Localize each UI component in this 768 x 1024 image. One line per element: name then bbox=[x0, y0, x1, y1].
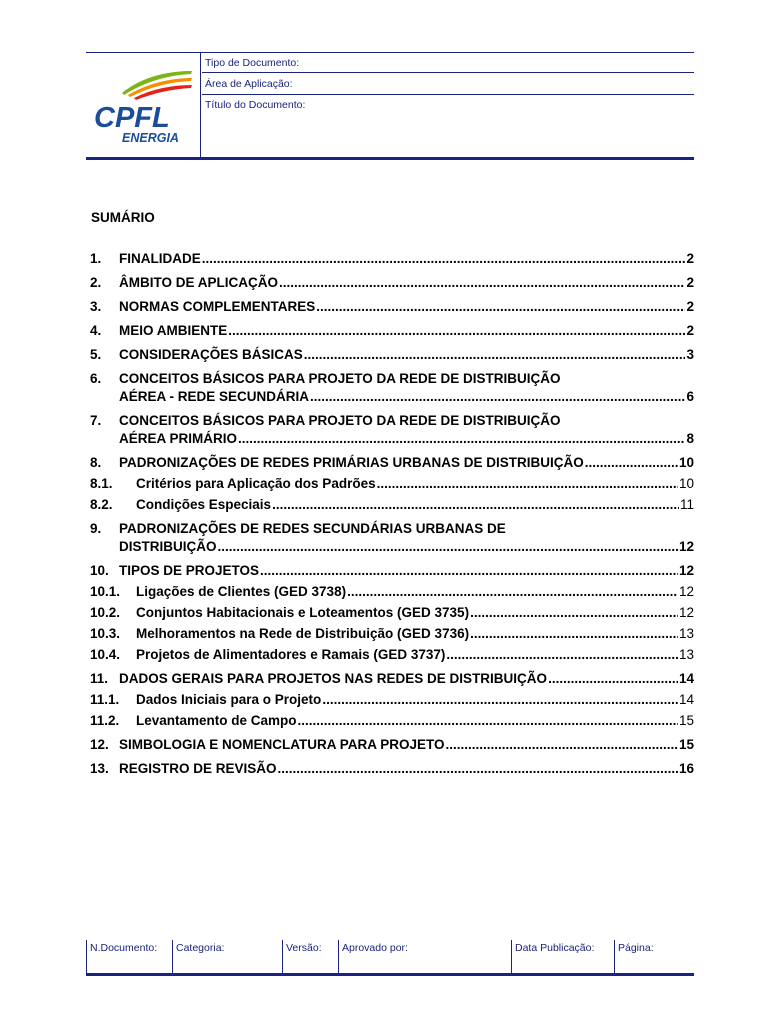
toc-page: 15 bbox=[678, 737, 694, 752]
toc-entry[interactable] bbox=[90, 322, 694, 340]
toc-leader bbox=[585, 454, 678, 472]
toc-number: 5. bbox=[90, 347, 102, 362]
toc-entry[interactable] bbox=[90, 346, 694, 364]
toc-subentry[interactable] bbox=[90, 646, 694, 664]
toc-entry[interactable] bbox=[90, 670, 694, 688]
toc-leader bbox=[470, 604, 678, 622]
toc-number: 11.1. bbox=[90, 692, 120, 707]
pagina-field: Página: bbox=[614, 940, 694, 973]
toc-subentry[interactable] bbox=[90, 475, 694, 493]
toc-leader bbox=[446, 736, 678, 754]
logo-cell bbox=[86, 53, 201, 158]
toc-page: 8 bbox=[686, 431, 694, 446]
toc-number: 13. bbox=[90, 761, 109, 776]
toc-text-line1: CONCEITOS BÁSICOS PARA PROJETO DA REDE DE DISTRIBUIÇÃO bbox=[119, 371, 561, 386]
toc-leader bbox=[228, 322, 685, 340]
toc-page: 12 bbox=[678, 539, 694, 554]
toc-leader bbox=[298, 712, 678, 730]
toc-page: 12 bbox=[678, 605, 694, 620]
toc-entry[interactable] bbox=[90, 520, 694, 556]
toc-subentry[interactable] bbox=[90, 691, 694, 709]
toc-text: REGISTRO DE REVISÃO bbox=[119, 761, 277, 776]
toc-text: NORMAS COMPLEMENTARES bbox=[119, 299, 316, 314]
toc-text: Levantamento de Campo bbox=[136, 713, 297, 728]
logo-wordmark: CPFL bbox=[94, 102, 170, 134]
toc-subentry[interactable] bbox=[90, 583, 694, 601]
toc-number: 11.2. bbox=[90, 713, 120, 728]
toc-text-line2: DISTRIBUIÇÃO bbox=[119, 539, 217, 554]
document-header bbox=[86, 52, 694, 160]
toc-number: 12. bbox=[90, 737, 109, 752]
toc-leader bbox=[218, 538, 678, 556]
toc-number: 8. bbox=[90, 455, 102, 470]
toc-number: 8.2. bbox=[90, 497, 113, 512]
toc-page: 15 bbox=[678, 713, 694, 728]
toc-text: Dados Iniciais para o Projeto bbox=[136, 692, 322, 707]
toc-number: 10.1. bbox=[90, 584, 121, 599]
toc-entry[interactable] bbox=[90, 274, 694, 292]
toc-page: 11 bbox=[679, 497, 694, 512]
toc-text: MEIO AMBIENTE bbox=[119, 323, 228, 338]
toc-text: Melhoramentos na Rede de Distribuição (GED 3736) bbox=[136, 626, 470, 641]
toc-leader bbox=[202, 250, 686, 268]
versao-field: Versão: bbox=[282, 940, 338, 973]
toc-page: 12 bbox=[678, 584, 694, 599]
toc-text-line2: AÉREA - REDE SECUNDÁRIA bbox=[119, 389, 310, 404]
toc-text: Conjuntos Habitacionais e Loteamentos (GED 3735) bbox=[136, 605, 470, 620]
toc-leader bbox=[470, 625, 678, 643]
toc-text-line1: CONCEITOS BÁSICOS PARA PROJETO DA REDE DE DISTRIBUIÇÃO bbox=[119, 413, 561, 428]
toc-entry[interactable] bbox=[90, 250, 694, 268]
toc-entry[interactable] bbox=[90, 412, 694, 448]
toc-subentry[interactable] bbox=[90, 625, 694, 643]
toc-page: 16 bbox=[678, 761, 694, 776]
data-publicacao-field: Data Publicação: bbox=[511, 940, 614, 973]
toc-text-line2: AÉREA PRIMÁRIO bbox=[119, 431, 238, 446]
toc-text: CONSIDERAÇÕES BÁSICAS bbox=[119, 347, 303, 362]
toc-number: 7. bbox=[90, 413, 102, 428]
toc-leader bbox=[260, 562, 678, 580]
toc-page: 12 bbox=[678, 563, 694, 578]
toc-number: 11. bbox=[90, 671, 109, 686]
toc-number: 3. bbox=[90, 299, 102, 314]
table-of-contents bbox=[90, 250, 694, 784]
logo-subtext: ENERGIA bbox=[122, 131, 179, 145]
toc-text: Ligações de Clientes (GED 3738) bbox=[136, 584, 347, 599]
cpfl-logo-icon bbox=[92, 65, 196, 145]
toc-entry[interactable] bbox=[90, 760, 694, 778]
toc-page: 10 bbox=[678, 476, 694, 491]
toc-leader bbox=[279, 274, 685, 292]
toc-text: FINALIDADE bbox=[119, 251, 201, 266]
toc-leader bbox=[446, 646, 678, 664]
toc-entry[interactable] bbox=[90, 370, 694, 406]
toc-page: 2 bbox=[686, 275, 694, 290]
toc-leader bbox=[316, 298, 685, 316]
toc-text: ÂMBITO DE APLICAÇÃO bbox=[119, 275, 279, 290]
toc-page: 2 bbox=[686, 323, 694, 338]
toc-entry[interactable] bbox=[90, 298, 694, 316]
toc-page: 13 bbox=[678, 626, 694, 641]
document-footer bbox=[86, 940, 694, 976]
categoria-field: Categoria: bbox=[172, 940, 282, 973]
toc-page: 13 bbox=[678, 647, 694, 662]
toc-page: 14 bbox=[678, 692, 694, 707]
toc-number: 10.3. bbox=[90, 626, 121, 641]
titulo-documento-field: Título do Documento: bbox=[205, 99, 306, 111]
toc-leader bbox=[322, 691, 678, 709]
toc-leader bbox=[278, 760, 678, 778]
toc-number: 2. bbox=[90, 275, 102, 290]
toc-leader bbox=[347, 583, 678, 601]
toc-page: 2 bbox=[686, 251, 694, 266]
tipo-documento-field: Tipo de Documento: bbox=[202, 53, 694, 73]
toc-page: 2 bbox=[686, 299, 694, 314]
toc-title: SUMÁRIO bbox=[91, 210, 155, 225]
toc-leader bbox=[304, 346, 686, 364]
toc-entry[interactable] bbox=[90, 736, 694, 754]
toc-number: 8.1. bbox=[90, 476, 113, 491]
toc-text: SIMBOLOGIA E NOMENCLATURA PARA PROJETO bbox=[119, 737, 445, 752]
toc-number: 1. bbox=[90, 251, 102, 266]
toc-text: Critérios para Aplicação dos Padrões bbox=[136, 476, 376, 491]
toc-entry[interactable] bbox=[90, 454, 694, 472]
toc-page: 6 bbox=[686, 389, 694, 404]
toc-leader bbox=[272, 496, 679, 514]
toc-entry[interactable] bbox=[90, 562, 694, 580]
toc-number: 10.2. bbox=[90, 605, 121, 620]
toc-number: 9. bbox=[90, 521, 102, 536]
toc-subentry[interactable] bbox=[90, 496, 694, 514]
toc-page: 10 bbox=[678, 455, 694, 470]
toc-leader bbox=[238, 430, 685, 448]
toc-text: DADOS GERAIS PARA PROJETOS NAS REDES DE DISTRIBUIÇÃO bbox=[119, 671, 548, 686]
area-aplicacao-field: Área de Aplicação: bbox=[202, 73, 694, 95]
toc-text-line1: PADRONIZAÇÕES DE REDES SECUNDÁRIAS URBANAS DE bbox=[119, 521, 506, 536]
toc-number: 10. bbox=[90, 563, 109, 578]
toc-text: Condições Especiais bbox=[136, 497, 272, 512]
toc-leader bbox=[377, 475, 678, 493]
toc-page: 3 bbox=[686, 347, 694, 362]
toc-subentry[interactable] bbox=[90, 604, 694, 622]
n-documento-field: N.Documento: bbox=[86, 940, 172, 973]
aprovado-por-field: Aprovado por: bbox=[338, 940, 511, 973]
toc-number: 10.4. bbox=[90, 647, 121, 662]
toc-leader bbox=[310, 388, 685, 406]
toc-leader bbox=[548, 670, 678, 688]
toc-number: 4. bbox=[90, 323, 102, 338]
toc-text: Projetos de Alimentadores e Ramais (GED 3737) bbox=[136, 647, 446, 662]
toc-text: PADRONIZAÇÕES DE REDES PRIMÁRIAS URBANAS DE DISTRIBUIÇÃO bbox=[119, 455, 584, 470]
toc-page: 14 bbox=[678, 671, 694, 686]
toc-subentry[interactable] bbox=[90, 712, 694, 730]
toc-text: TIPOS DE PROJETOS bbox=[119, 563, 260, 578]
toc-number: 6. bbox=[90, 371, 102, 386]
